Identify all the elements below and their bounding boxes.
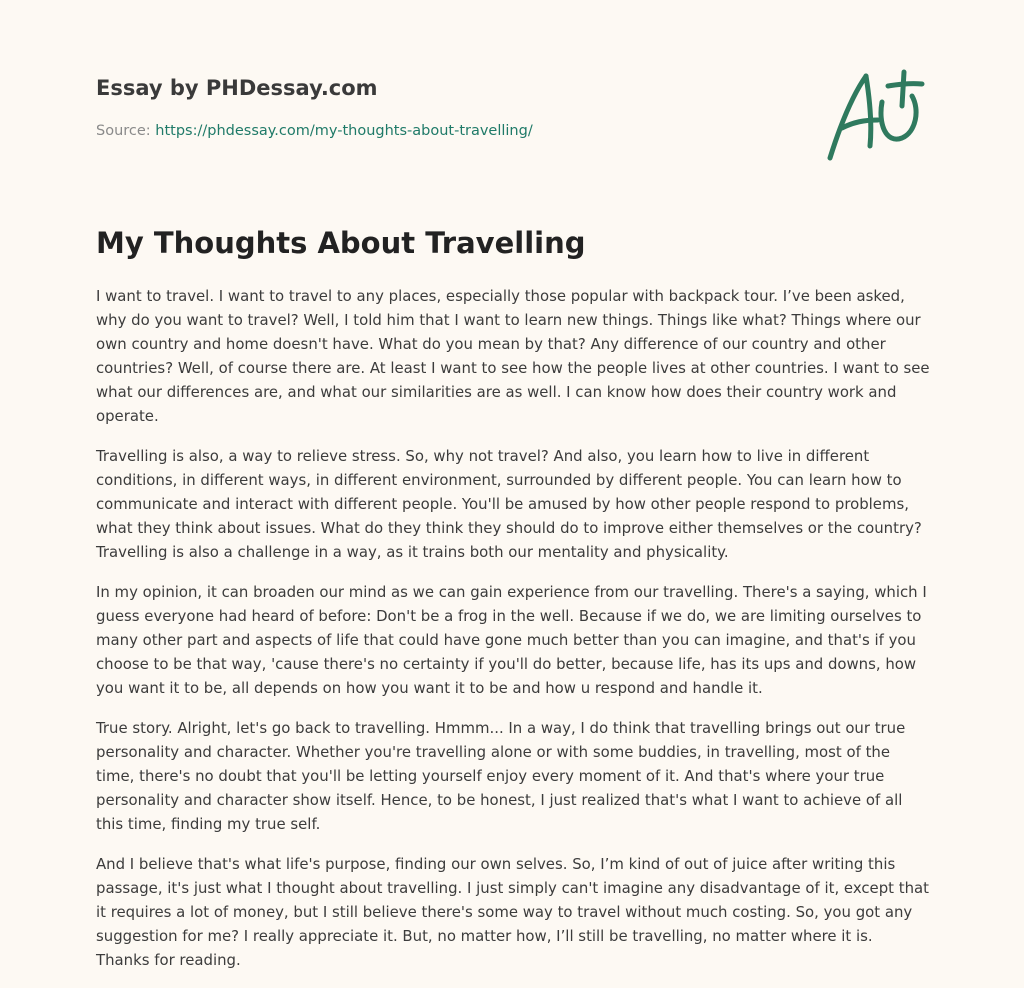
essay-body: [96, 284, 930, 988]
essay-paragraph: I want to travel. I want to travel to any places, especially those popular with backpack tour. I’ve been asked, why do you want to travel? Well, I told him that I want to learn new things. Things like what? Things where our own country and home doesn't have. What do you mean by that? Any difference of our country and other countries? Well, of course there are. At least I want to see how the people lives at other countries. I want to see what our differences are, and what our similarities are as well. I can know how does their country work and operate.: [96, 287, 930, 425]
a-plus-logo-icon: [820, 66, 930, 166]
source-link[interactable]: https://phdessay.com/my-thoughts-about-travelling/: [155, 123, 533, 139]
essay-paragraph: In my opinion, it can broaden our mind as we can gain experience from our travelling. There's a saying, which I guess everyone had heard of before: Don't be a frog in the well. Because if we do, we are limiting ourselves to many other part and aspects of life that could have gone much better than you can imagine, and that's if you choose to be that way, 'cause there's no certainty if you'll do better, because life, has its ups and downs, how you want it to be, all depends on how you want it to be and how u respond and handle it.: [96, 583, 927, 697]
source-label: Source:: [96, 123, 156, 139]
essay-paragraph: And I believe that's what life's purpose, finding our own selves. So, I’m kind of out of juice after writing this passage, it's just what I thought about travelling. I just simply can't imagine any disadvantage of it, except that it requires a lot of money, but I still believe there's some way to travel without much costing. So, you got any suggestion for me? I really appreciate it. But, no matter how, I’ll still be travelling, no matter where it is. Thanks for reading.: [96, 855, 929, 969]
essay-paragraph: True story. Alright, let's go back to travelling. Hmmm... In a way, I do think that travelling brings out our true personality and character. Whether you're travelling alone or with some buddies, in travelling, most of the time, there's no doubt that you'll be letting yourself enjoy every moment of it. And that's where your true personality and character show itself. Hence, to be honest, I just realized that's what I want to achieve of all this time, finding my true self.: [96, 719, 906, 833]
essay-title: My Thoughts About Travelling: [96, 226, 586, 260]
source-line: [96, 123, 533, 139]
essay-paragraph: Travelling is also, a way to relieve stress. So, why not travel? And also, you learn how to live in different conditions, in different ways, in different environment, surrounded by different people. You can learn how to communicate and interact with different people. You'll be amused by how other people respond to problems, what they think about issues. What do they think they should do to improve either themselves or the country? Travelling is also a challenge in a way, as it trains both our mentality and physicality.: [96, 447, 922, 561]
site-title: Essay by PHDessay.com: [96, 76, 378, 100]
